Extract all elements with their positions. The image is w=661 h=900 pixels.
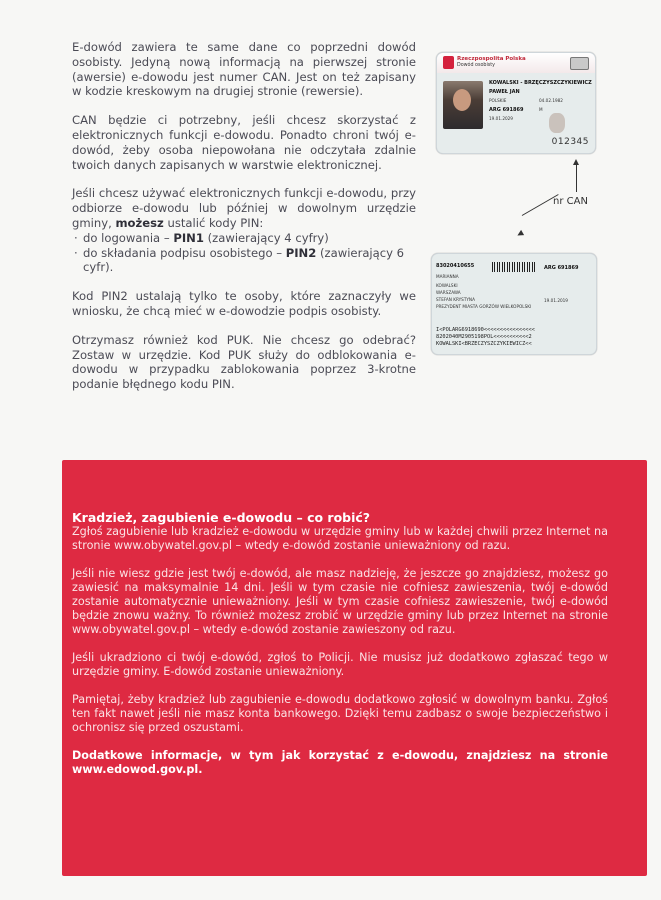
card-back-birthplace: WARSZAWA [436, 290, 461, 295]
theft-paragraph-4: Pamiętaj, żeby kradzież lub zagubienie e-dowodu dodatkowo zgłosić w dowolnym banku. Zgłoś ten fakt nawet jeśli nie masz konta bankowego. Dzięki temu zadbasz o swoje bezpieczeństwo i ochronisz się przed oszustami. [72, 693, 608, 734]
pin-intro-bold: możesz [115, 215, 164, 230]
card-header [437, 53, 595, 73]
pin-intro-lead: Jeśli chcesz używać elektronicznych funkcji e-dowodu, przy odbiorze e-dowodu lub później w dowolnym urzędzie gminy, [72, 186, 416, 230]
theft-title: Kradzież, zagubienie e-dowodu – co robić? [72, 510, 371, 525]
more-info-paragraph: Dodatkowe informacje, w tym jak korzystać z e-dowodu, znajdziesz na stronie www.edowod.gov.pl. [72, 749, 608, 776]
intro-paragraph-1: E-dowód zawiera te same dane co poprzedni dowód osobisty. Jedyną nową informacją na pierwszej stronie (awersie) e-dowodu jest numer CAN. Jest on też zapisany w kodzie kreskowym na drugiej stronie (rewersie). [72, 40, 416, 99]
theft-info-box [62, 460, 647, 876]
arrow-up-icon [576, 164, 577, 192]
pin-list [72, 231, 416, 275]
mrz-line-1: I<POLARG6918690<<<<<<<<<<<<<<<< [436, 327, 535, 333]
card-back-number: ARG 691869 [544, 265, 579, 271]
card-back-issuer: PREZYDENT MIASTA GORZÓW WIELKOPOLSKI [436, 304, 532, 309]
card-back-parents: MARIANNA [436, 274, 459, 279]
intro-text [72, 40, 416, 406]
card-country: Rzeczpospolita Polska [457, 56, 526, 62]
arrowhead-icon [516, 230, 524, 238]
intro-paragraph-5: Otrzymasz również kod PUK. Nie chcesz go odebrać? Zostaw w urzędzie. Kod PUK służy do odblokowania e-dowodu w przypadku zablokowania poprzez 3-krotne podanie błędnego kodu PIN. [72, 332, 416, 392]
pin1-tail: (zawierający 4 cyfry) [203, 230, 329, 245]
intro-paragraph-3 [72, 186, 416, 230]
card-photo [443, 81, 483, 129]
eagle-emblem-icon [443, 56, 454, 69]
intro-paragraph-2: CAN będzie ci potrzebny, jeśli chcesz skorzystać z elektronicznych funkcji e-dowodu. Ponadto chroni twój e-dowód, żeby osoba niepowołana nie odczytała zdalnie twoich danych zapisanych w warstwie elektronicznej. [72, 113, 416, 172]
pin1-label: PIN1 [173, 230, 204, 245]
card-sex: M [539, 107, 543, 112]
card-can-number: 012345 [551, 137, 589, 147]
theft-paragraph-2: Jeśli nie wiesz gdzie jest twój e-dowód, ale masz nadzieję, że jeszcze go znajdziesz, możesz go zawiesić na maksymalnie 14 dni. Jeśli w tym czasie nie cofniesz zawieszenia, twój e-dowód zostanie automatycznie unieważniony. Jeśli w tym czasie cofniesz zawieszenie, twój e-dowód będzie znowu ważny. To również możesz zrobić w urzędzie gminy lub przez Internet na stronie www.obywatel.gov.pl – wtedy e-dowód zostanie zawieszony od razu. [72, 567, 608, 636]
card-nationality: POLSKIE [489, 98, 507, 103]
pin2-tail: (zawierający 6 cyfr). [83, 245, 405, 275]
mrz-line-3: KOWALSKI<BRZECZYSZCZYKIEWICZ<< [436, 341, 532, 347]
barcode-icon [492, 262, 536, 272]
card-number: ARG 691869 [489, 107, 524, 113]
intro-paragraph-4: Kod PIN2 ustalają tylko te osoby, które zaznaczyły we wniosku, że chcą mieć w e-dowodzie podpis osobisty. [72, 289, 416, 318]
card-birth-date: 04.02.1982 [539, 98, 563, 103]
mrz-zone [436, 327, 535, 348]
pin2-lead: do składania podpisu osobistego – [83, 245, 286, 260]
card-back-issue-date: 19.01.2019 [544, 298, 568, 303]
pin1-lead: do logowania – [83, 230, 174, 245]
id-card-front [436, 52, 596, 154]
pin2-label: PIN2 [285, 245, 317, 260]
ghost-photo [549, 113, 565, 133]
chip-icon [570, 57, 589, 70]
card-back-family-name: KOWALSKI [436, 283, 458, 288]
theft-paragraph-1: Zgłoś zagubienie lub kradzież e-dowodu w urzędzie gminy lub w każdej chwili przez Internet na stronie www.obywatel.gov.pl – wtedy e-dowód zostanie unieważniony od razu. [72, 525, 608, 552]
card-back-pesel: 83020410655 [436, 263, 475, 269]
mrz-line-2: 8202040M2905198POL<<<<<<<<<<<2 [436, 334, 532, 340]
card-doc-type: Dowód osobisty [457, 63, 496, 68]
card-names: PAWEŁ JAN [489, 89, 520, 95]
pin1-item [72, 231, 416, 246]
can-label: nr CAN [553, 196, 588, 207]
card-back-father: STEFAN KRYSTYNA [436, 297, 475, 302]
theft-info-content [72, 510, 608, 791]
id-card-back [431, 253, 597, 355]
card-surname: KOWALSKI - BRZĘCZYSZCZYKIEWICZ [489, 80, 592, 86]
pin2-item [72, 246, 416, 276]
theft-paragraph-3: Jeśli ukradziono ci twój e-dowód, zgłoś to Policji. Nie musisz już dodatkowo zgłaszać tego w urzędzie gminy. E-dowód zostanie unieważniony. [72, 651, 608, 678]
pin-intro-tail: ustalić kody PIN: [163, 215, 264, 230]
card-expiry: 19.01.2029 [489, 116, 513, 121]
